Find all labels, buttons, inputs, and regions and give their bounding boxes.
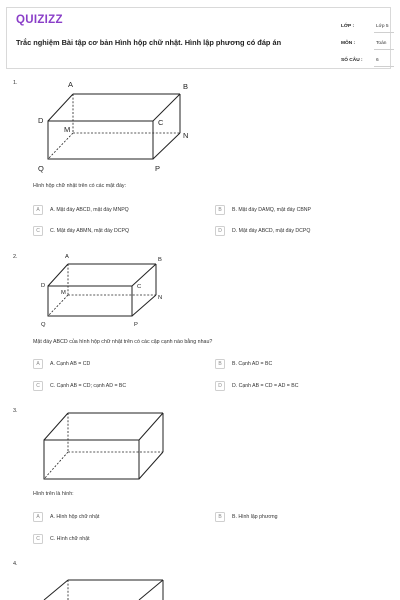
- meta-count-label: SỐ CÂU :: [341, 58, 363, 63]
- meta-grade: [341, 24, 393, 39]
- question-3-option-a[interactable]: [33, 512, 203, 524]
- question-2-figure: [28, 249, 188, 331]
- option-text: A. Cạnh AB = CD: [50, 360, 91, 367]
- meta-underline: [374, 49, 394, 50]
- option-letter-badge: B: [215, 205, 225, 215]
- vertex-label-d: D: [41, 283, 46, 289]
- vertex-label-p: P: [155, 164, 161, 173]
- option-text: B. Hình lập phương: [232, 513, 278, 520]
- option-letter-badge: B: [215, 359, 225, 369]
- option-letter-badge: A: [33, 512, 43, 522]
- option-text: C. Mặt đáy ABMN, mặt đáy DCPQ: [50, 227, 129, 234]
- question-3-prompt: Hình trên là hình:: [33, 491, 74, 497]
- vertex-label-b: B: [183, 82, 189, 91]
- option-text: B. Cạnh AD = BC: [232, 360, 273, 367]
- meta-grade-value: Lớp 5: [376, 24, 389, 29]
- vertex-label-b: B: [158, 257, 162, 263]
- vertex-label-q: Q: [41, 322, 46, 328]
- option-letter-badge: A: [33, 359, 43, 369]
- option-text: C. Hình chữ nhật: [50, 535, 90, 542]
- worksheet-title: Trắc nghiệm Bài tập cơ bản Hình hộp chữ nhật. Hình lập phương có đáp án: [16, 38, 282, 47]
- meta-subject-label: MÔN :: [341, 41, 356, 46]
- quizizz-logo: QUIZIZZ: [16, 14, 63, 26]
- question-1-figure: [28, 76, 208, 176]
- option-text: A. Mặt đáy ABCD, mặt đáy MNPQ: [50, 206, 129, 213]
- question-1-option-b[interactable]: [215, 205, 385, 217]
- option-letter-badge: C: [33, 381, 43, 391]
- question-4-figure: [28, 572, 188, 600]
- vertex-label-m: M: [64, 125, 71, 134]
- question-1-option-d[interactable]: [215, 226, 385, 238]
- question-1-prompt: Hình hộp chữ nhật trên có các mặt đáy:: [33, 183, 127, 189]
- option-text: B. Mặt đáy DAMQ, mặt đáy CBNP: [232, 206, 311, 213]
- vertex-label-q: Q: [38, 164, 44, 173]
- meta-question-count: [341, 58, 393, 73]
- meta-grade-label: LỚP :: [341, 24, 355, 29]
- question-2-option-b[interactable]: [215, 359, 385, 371]
- question-4-number: 4.: [13, 561, 18, 567]
- question-2-option-d[interactable]: [215, 381, 385, 393]
- question-3-figure: [28, 405, 188, 485]
- vertex-label-n: N: [183, 131, 189, 140]
- meta-subject-value: Toán: [376, 41, 387, 46]
- worksheet-header: [6, 7, 391, 69]
- meta-underline: [374, 32, 394, 33]
- question-2-number: 2.: [13, 254, 18, 260]
- question-3-option-c[interactable]: [33, 534, 203, 546]
- worksheet-meta: [341, 24, 393, 75]
- option-text: D. Cạnh AB = CD = AD = BC: [232, 382, 299, 389]
- vertex-label-c: C: [158, 118, 164, 127]
- vertex-label-m: M: [61, 290, 66, 296]
- vertex-label-a: A: [65, 254, 69, 260]
- question-2-prompt: Mặt đáy ABCD của hình hộp chữ nhật trên có các cặp cạnh nào bằng nhau?: [33, 339, 213, 345]
- option-text: C. Cạnh AB = CD; cạnh AD = BC: [50, 382, 127, 389]
- question-1-option-c[interactable]: [33, 226, 203, 238]
- option-letter-badge: B: [215, 512, 225, 522]
- question-2-option-a[interactable]: [33, 359, 203, 371]
- vertex-label-d: D: [38, 116, 44, 125]
- meta-subject: [341, 41, 393, 56]
- vertex-label-a: A: [68, 80, 74, 89]
- option-text: A. Hình hộp chữ nhật: [50, 513, 100, 520]
- vertex-label-p: P: [134, 322, 138, 328]
- meta-underline: [374, 66, 394, 67]
- meta-count-value: 6: [376, 58, 379, 63]
- option-letter-badge: D: [215, 381, 225, 391]
- option-letter-badge: C: [33, 226, 43, 236]
- option-text: D. Mặt đáy ABCD, mặt đáy DCPQ: [232, 227, 311, 234]
- option-letter-badge: C: [33, 534, 43, 544]
- question-1-option-a[interactable]: [33, 205, 203, 217]
- question-1-number: 1.: [13, 80, 18, 86]
- vertex-label-c: C: [137, 284, 142, 290]
- vertex-label-n: N: [158, 295, 163, 301]
- option-letter-badge: D: [215, 226, 225, 236]
- question-3-option-b[interactable]: [215, 512, 385, 524]
- option-letter-badge: A: [33, 205, 43, 215]
- question-2-option-c[interactable]: [33, 381, 203, 393]
- question-3-number: 3.: [13, 408, 18, 414]
